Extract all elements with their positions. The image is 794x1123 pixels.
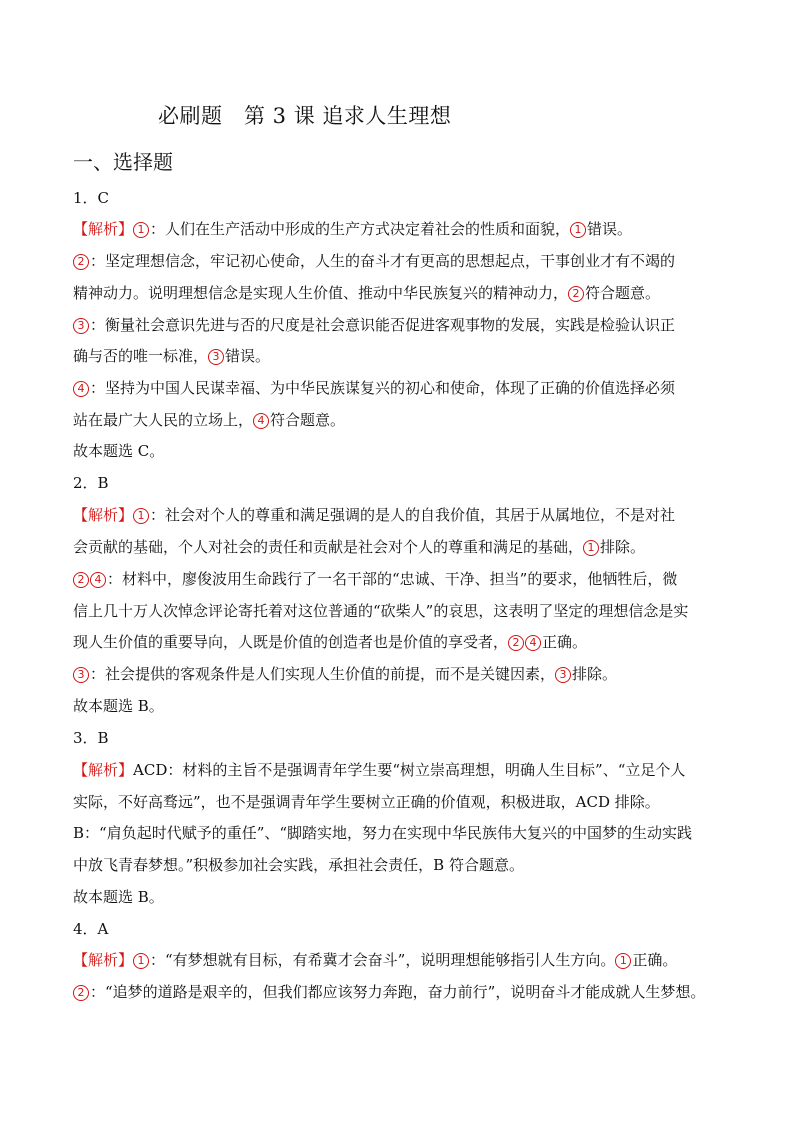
analysis-tag: 【解析】	[73, 761, 134, 779]
q3-analysis-2: 实际，不好高骛远”，也不是强调青年学生要树立正确的价值观，积极进取，ACD 排除。	[73, 793, 660, 811]
circled-number: 1	[570, 222, 586, 238]
circled-number: 3	[555, 667, 571, 683]
q3-analysis-1: 【解析】ACD：材料的主旨不是强调青年学生要“树立崇高理想，明确人生目标”、“立足个人	[73, 761, 686, 779]
answer-3: 3．B	[73, 729, 109, 747]
analysis-tag: 【解析】	[73, 506, 134, 524]
q1-analysis-1: 【解析】 1 ：人们在生产活动中形成的生产方式决定着社会的性质和面貌， 1 错误。	[73, 220, 633, 238]
circled-number: 4	[73, 381, 89, 397]
q1-analysis-5: 确与否的唯一标准， 3 错误。	[73, 347, 271, 365]
q1-analysis-7: 站在最广大人民的立场上， 4 符合题意。	[73, 411, 346, 429]
circled-number: 2	[568, 286, 584, 302]
circled-number: 3	[73, 318, 89, 334]
answer-1: 1．C	[73, 189, 110, 207]
circled-number: 2	[73, 572, 89, 588]
q2-conclusion: 故本题选 B。	[73, 697, 164, 715]
circled-number: 3	[73, 667, 89, 683]
circled-number: 4	[253, 413, 269, 429]
q1-conclusion: 故本题选 C。	[73, 442, 165, 460]
q2-analysis-4: 信上几十万人次悼念评论寄托着对这位普通的“砍柴人”的哀思，这表明了坚定的理想信念是实	[73, 602, 689, 620]
circled-number: 1	[133, 508, 149, 524]
q2-analysis-5: 现人生价值的重要导向，人既是价值的创造者也是价值的享受者， 2 4 正确。	[73, 633, 588, 651]
circled-number: 3	[208, 349, 224, 365]
answer-4: 4．A	[73, 920, 109, 938]
page-title: 必刷题 第 3 课 追求人生理想	[158, 104, 452, 128]
circled-number: 2	[508, 635, 524, 651]
q1-analysis-2: 2 ：坚定理想信念，牢记初心使命，人生的奋斗才有更高的思想起点，干事创业才有不竭的	[73, 251, 675, 271]
circled-number: 2	[73, 254, 89, 270]
answer-2: 2．B	[73, 474, 109, 492]
circled-number: 4	[525, 635, 541, 651]
q2-analysis-6: 3 ：社会提供的客观条件是人们实现人生价值的前提，而不是关键因素， 3 排除。	[73, 664, 617, 684]
q4-analysis-2: 2 ：“追梦的道路是艰辛的，但我们都应该努力奔跑，奋力前行”，说明奋斗才能成就人生梦想。	[73, 982, 705, 1002]
section-heading: 一、选择题	[73, 150, 173, 174]
analysis-tag: 【解析】	[73, 220, 134, 238]
q1-analysis-3: 精神动力。说明理想信念是实现人生价值、推动中华民族复兴的精神动力， 2 符合题意。	[73, 284, 661, 302]
q1-analysis-4: 3 ：衡量社会意识先进与否的尺度是社会意识能否促进客观事物的发展，实践是检验认识正	[73, 315, 675, 335]
q4-analysis-1: 【解析】 1 ：“有梦想就有目标，有希冀才会奋斗”，说明理想能够指引人生方向。 1 正确。	[73, 951, 678, 969]
q3-conclusion: 故本题选 B。	[73, 888, 164, 906]
q2-analysis-2: 会贡献的基础，个人对社会的责任和贡献是社会对个人的尊重和满足的基础， 1 排除。	[73, 538, 646, 556]
circled-number: 1	[133, 222, 149, 238]
q2-analysis-3: 2 4 ：材料中，廖俊波用生命践行了一名干部的“忠诚、干净、担当”的要求，他牺牲后，微	[73, 569, 677, 589]
q3-analysis-3: B：“肩负起时代赋予的重任”、“脚踏实地，努力在实现中华民族伟大复兴的中国梦的生动实践	[73, 824, 693, 842]
q3-analysis-4: 中放飞青春梦想。”积极参加社会实践，承担社会责任，B 符合题意。	[73, 856, 524, 874]
analysis-tag: 【解析】	[73, 951, 134, 969]
circled-number: 1	[615, 953, 631, 969]
circled-number: 2	[73, 985, 89, 1001]
q1-analysis-6: 4 ：坚持为中国人民谋幸福、为中华民族谋复兴的初心和使命，体现了正确的价值选择必须	[73, 378, 675, 398]
q2-analysis-1: 【解析】 1 ：社会对个人的尊重和满足强调的是人的自我价值，其居于从属地位，不是对社	[73, 506, 676, 524]
circled-number: 1	[133, 953, 149, 969]
circled-number: 1	[583, 540, 599, 556]
circled-number: 4	[90, 572, 106, 588]
